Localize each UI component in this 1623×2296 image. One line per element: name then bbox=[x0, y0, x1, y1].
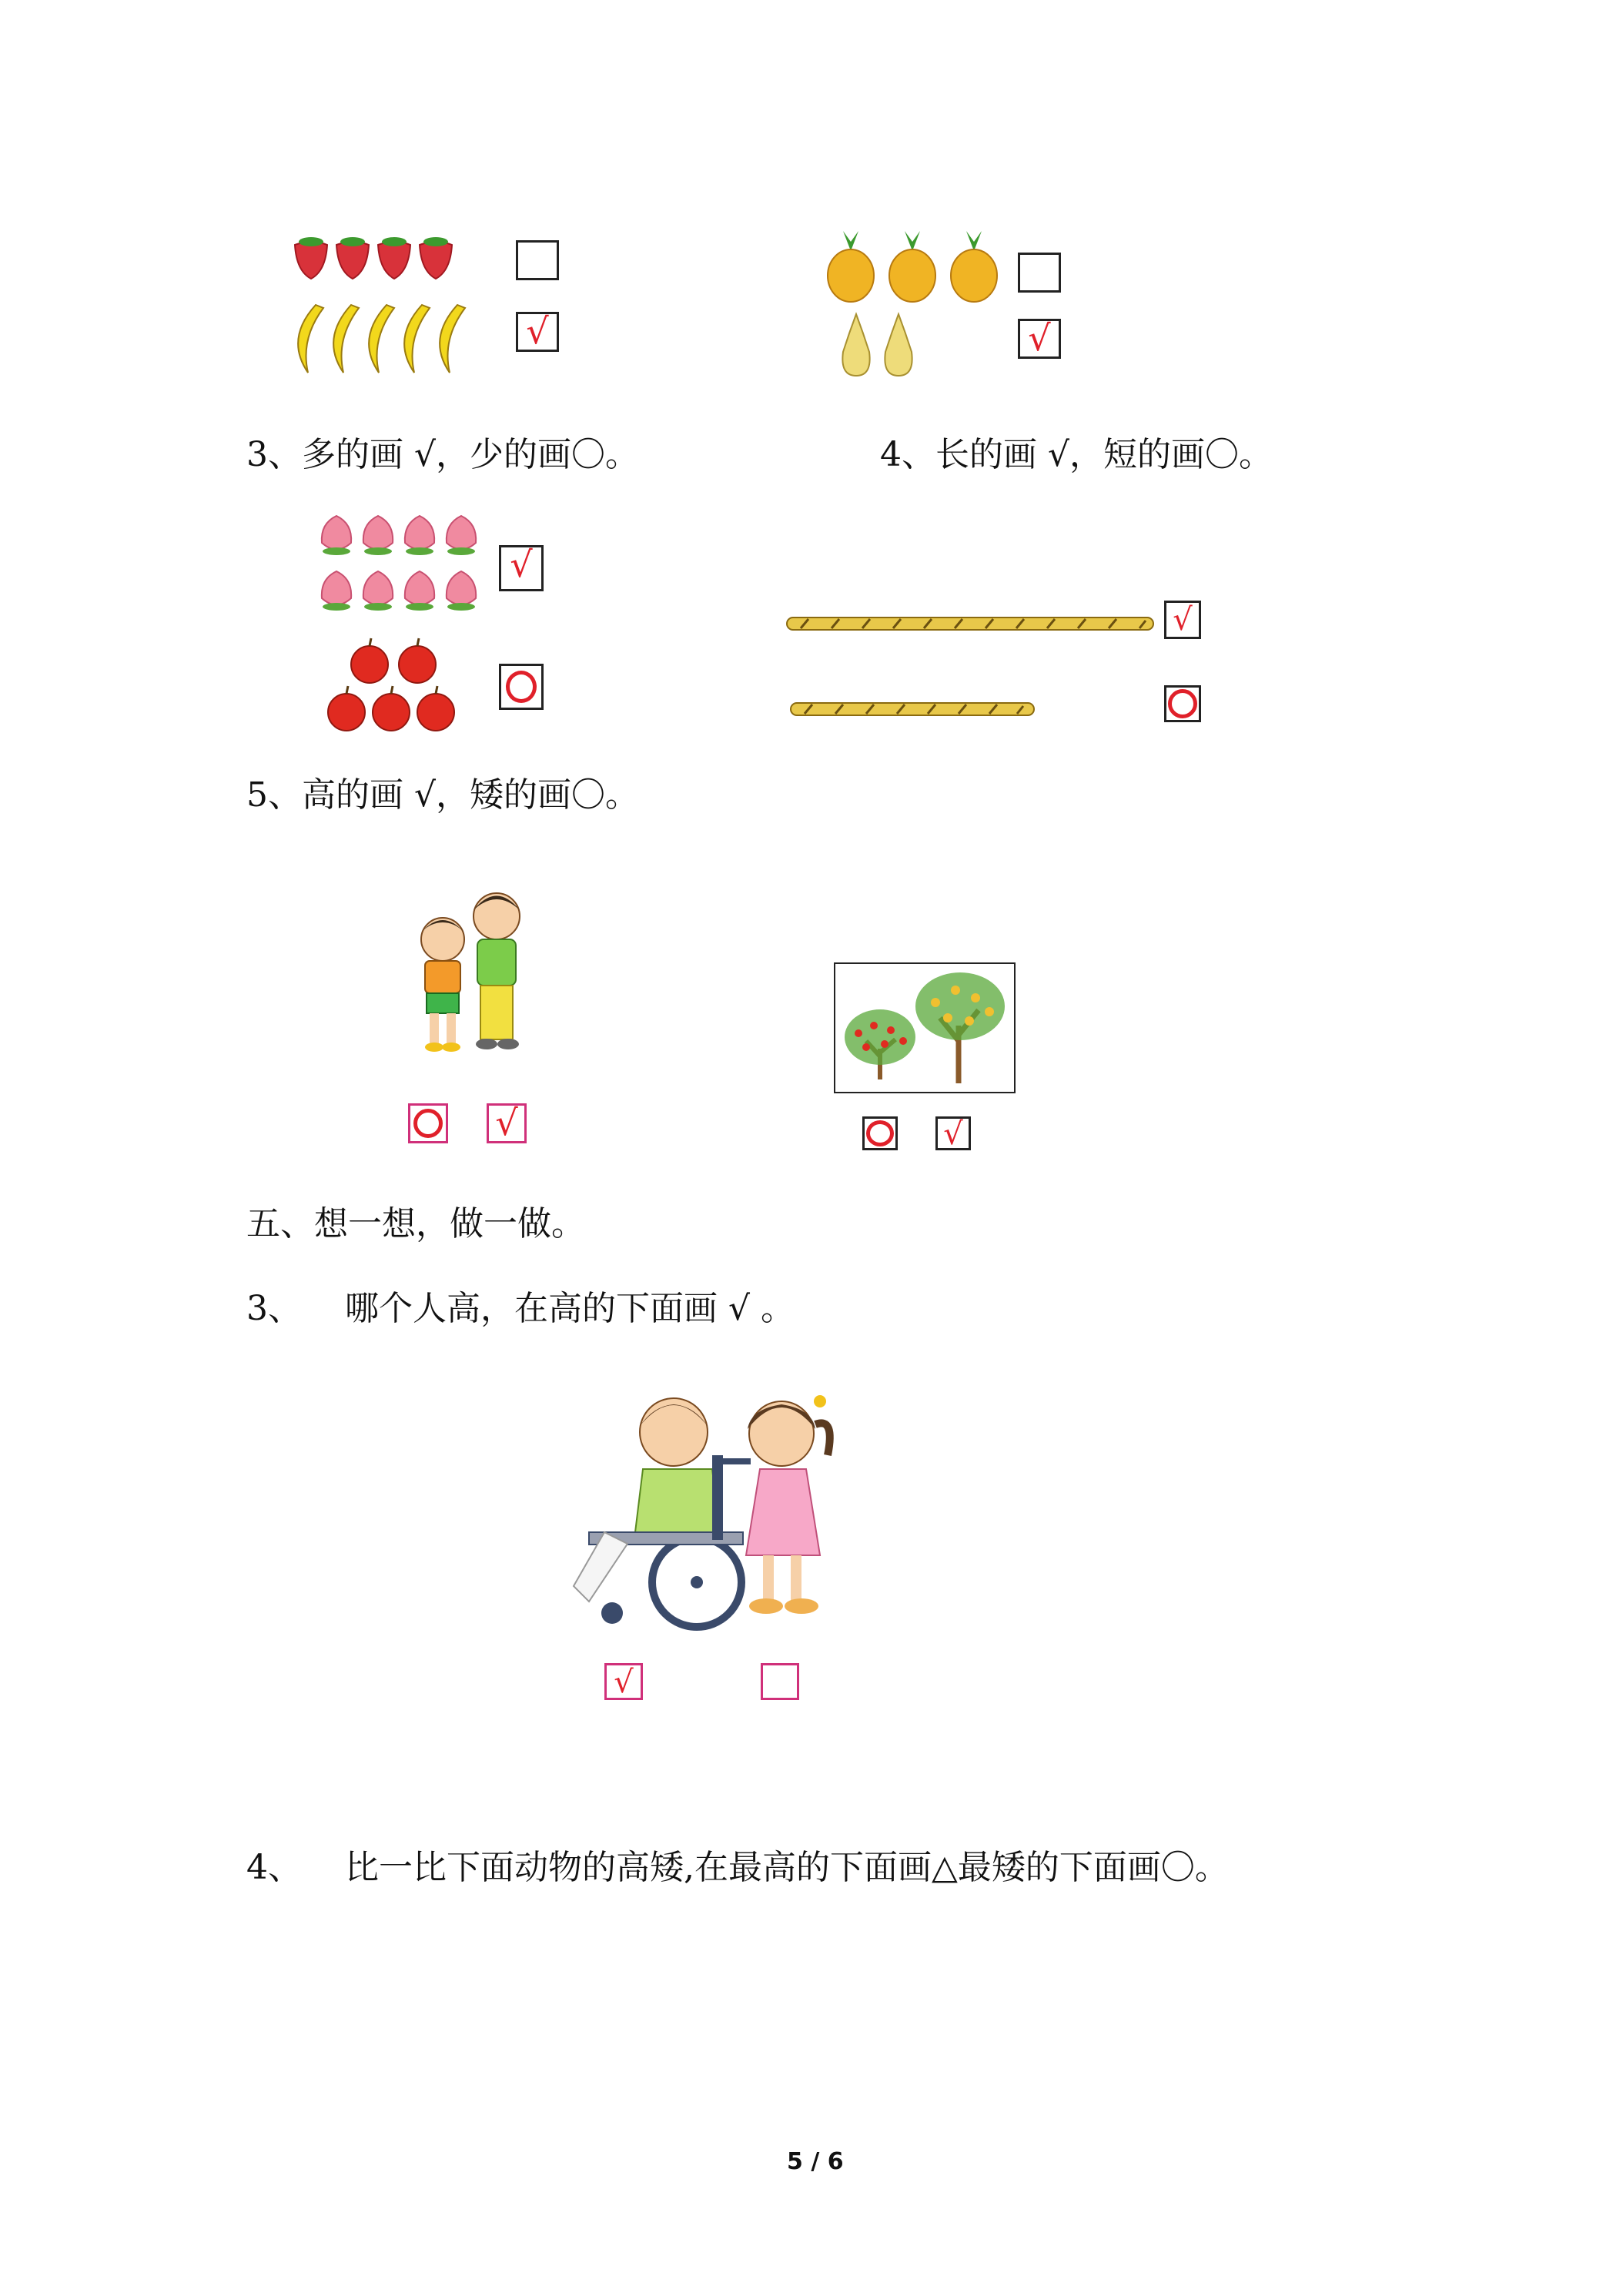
answer-box-boy-wheelchair[interactable] bbox=[604, 1663, 643, 1700]
section-5-q4-text: 比一比下面动物的高矮,在最高的下面画△最矮的下面画〇。 bbox=[345, 1848, 1229, 1887]
strawberries-image bbox=[289, 231, 458, 285]
answer-box-pineapples[interactable] bbox=[1018, 253, 1061, 293]
answer-box-peaches[interactable] bbox=[499, 545, 544, 591]
question-3: 3、多的画 √，少的画〇。 bbox=[246, 435, 640, 474]
check-mark: √ bbox=[614, 1665, 634, 1700]
check-mark: √ bbox=[510, 544, 533, 585]
circle-mark bbox=[866, 1120, 894, 1146]
pears-image bbox=[835, 310, 920, 379]
section-5-q3-number: 3、 bbox=[246, 1289, 302, 1328]
answer-box-short-tree[interactable] bbox=[862, 1116, 898, 1150]
circle-mark bbox=[413, 1109, 443, 1138]
check-mark: √ bbox=[943, 1116, 963, 1152]
check-mark: √ bbox=[495, 1102, 518, 1143]
check-mark: √ bbox=[526, 310, 549, 352]
trees-picture-frame bbox=[834, 962, 1016, 1093]
answer-box-short-boy[interactable] bbox=[408, 1103, 448, 1143]
answer-box-apples[interactable] bbox=[499, 664, 544, 710]
page-number: 5 / 6 bbox=[787, 2148, 844, 2175]
section-5-q3-text: 哪个人高，在高的下面画 √ 。 bbox=[345, 1289, 795, 1328]
section-5-q4-number: 4、 bbox=[246, 1848, 302, 1887]
answer-box-bananas[interactable] bbox=[516, 312, 559, 352]
answer-box-tall-boy[interactable] bbox=[487, 1103, 527, 1143]
answer-box-pears[interactable] bbox=[1018, 319, 1061, 359]
answer-box-long-rope[interactable] bbox=[1164, 601, 1201, 639]
bananas-image bbox=[285, 300, 477, 377]
check-mark: √ bbox=[1173, 602, 1193, 638]
apples-image bbox=[322, 635, 460, 739]
answer-box-tall-tree[interactable] bbox=[935, 1116, 971, 1150]
peaches-image bbox=[316, 508, 485, 624]
two-boys-image bbox=[400, 878, 539, 1063]
pineapples-image bbox=[820, 228, 1005, 305]
answer-box-strawberries[interactable] bbox=[516, 240, 559, 280]
question-5: 5、高的画 √，矮的画〇。 bbox=[246, 775, 640, 815]
wheelchair-children-image bbox=[558, 1378, 851, 1655]
answer-box-short-rope[interactable] bbox=[1164, 685, 1201, 722]
check-mark: √ bbox=[1028, 317, 1051, 359]
circle-mark bbox=[1168, 689, 1197, 718]
long-rope-image bbox=[785, 613, 1155, 634]
trees-image bbox=[835, 964, 1014, 1092]
answer-box-girl[interactable] bbox=[761, 1663, 799, 1700]
section-5-title: 五、想一想，做一做。 bbox=[246, 1204, 585, 1243]
circle-mark bbox=[506, 671, 537, 703]
question-4: 4、长的画 √，短的画〇。 bbox=[880, 435, 1273, 474]
short-rope-image bbox=[789, 699, 1036, 719]
